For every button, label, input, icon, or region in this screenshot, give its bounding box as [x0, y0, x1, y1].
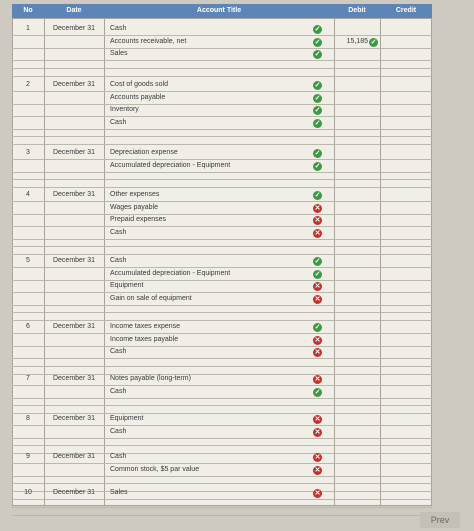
check-icon: ✓ [314, 324, 321, 331]
account-title-select[interactable]: Sales [110, 489, 128, 496]
check-icon: ✓ [314, 258, 321, 265]
account-title-select[interactable]: Cash [110, 118, 127, 126]
row-divider [12, 172, 432, 173]
entry-number: 5 [26, 257, 30, 264]
row-divider [12, 104, 432, 105]
account-title-select[interactable]: Cash [110, 25, 127, 32]
account-title-select[interactable]: Sales [110, 50, 128, 57]
account-title-select[interactable]: Prepaid expenses [110, 216, 167, 223]
row-divider [12, 136, 432, 137]
check-icon: ✓ [370, 38, 377, 46]
row-divider [12, 515, 432, 516]
row-divider [12, 312, 432, 313]
check-icon: ✓ [314, 38, 321, 46]
check-icon: ✓ [314, 388, 321, 396]
account-title-select[interactable]: Cash [110, 348, 127, 355]
account-title-select[interactable]: Equipment [110, 415, 144, 422]
row-divider [12, 385, 432, 386]
account-title-select[interactable]: Common stock, $5 par value [110, 465, 200, 473]
row-divider [12, 305, 432, 306]
check-icon: ✓ [314, 162, 321, 170]
x-icon: ✕ [314, 466, 321, 474]
row-divider [12, 476, 432, 477]
x-icon: ✕ [314, 204, 321, 212]
row-divider [12, 187, 432, 188]
entry-date-select[interactable]: December 31 [52, 453, 96, 460]
entry-number: 2 [26, 81, 30, 88]
row-divider [12, 405, 432, 406]
account-title-select[interactable]: Cash [110, 228, 127, 236]
row-divider [12, 358, 432, 359]
row-divider [12, 292, 432, 293]
row-divider [12, 507, 432, 508]
header-date: Date [44, 4, 104, 18]
row-divider [12, 425, 432, 426]
row-divider [12, 48, 432, 49]
row-divider [12, 438, 432, 439]
x-icon: ✕ [314, 490, 321, 497]
header-no: No [12, 4, 44, 18]
account-title-select[interactable]: Cash [110, 257, 127, 264]
row-divider [12, 398, 432, 399]
check-icon: ✓ [314, 82, 321, 89]
entry-number: 4 [26, 191, 30, 198]
row-divider [12, 179, 432, 180]
account-title-select[interactable]: Inventory [110, 106, 139, 113]
entry-number: 9 [26, 453, 30, 460]
account-title-select[interactable]: Income taxes payable [110, 335, 179, 343]
check-icon: ✓ [314, 119, 321, 127]
row-divider [12, 91, 432, 92]
row-divider [12, 35, 432, 36]
check-icon: ✓ [314, 150, 321, 157]
account-title-select[interactable]: Other expenses [110, 191, 160, 198]
account-title-select[interactable]: Cash [110, 387, 127, 395]
account-title-select[interactable]: Equipment [110, 282, 144, 289]
row-divider [12, 499, 432, 500]
row-divider [12, 116, 432, 117]
entry-number: 10 [24, 489, 32, 496]
entry-date-select[interactable]: December 31 [52, 149, 96, 156]
account-title-select[interactable]: Notes payable (long-term) [110, 375, 191, 382]
row-divider [12, 463, 432, 464]
prev-button[interactable]: Prev [420, 512, 460, 528]
check-icon: ✓ [314, 107, 321, 114]
row-divider [12, 68, 432, 69]
check-icon: ✓ [314, 51, 321, 58]
header-credit: Credit [380, 4, 432, 18]
x-icon: ✕ [314, 283, 321, 290]
check-icon: ✓ [314, 26, 321, 33]
account-title-select[interactable]: Gain on sale of equipment [110, 294, 192, 302]
check-icon: ✓ [314, 192, 321, 199]
row-divider [12, 333, 432, 334]
account-title-select[interactable]: Accumulated depreciation - Equipment [110, 269, 231, 277]
x-icon: ✕ [314, 217, 321, 224]
entry-number: 3 [26, 149, 30, 156]
entry-number: 1 [26, 25, 30, 32]
account-title-select[interactable]: Depreciation expense [110, 149, 178, 156]
row-divider [12, 239, 432, 240]
row-divider [12, 76, 432, 77]
row-divider [12, 346, 432, 347]
row-divider [12, 144, 432, 145]
entry-number: 6 [26, 323, 30, 330]
entry-date-select[interactable]: December 31 [52, 375, 96, 382]
account-title-select[interactable]: Income taxes expense [110, 323, 181, 330]
check-icon: ✓ [314, 94, 321, 102]
x-icon: ✕ [314, 349, 321, 356]
check-icon: ✓ [314, 270, 321, 278]
header-debit: Debit [334, 4, 380, 18]
entry-number: 8 [26, 415, 30, 422]
account-title-select[interactable]: Accumulated depreciation - Equipment [110, 161, 231, 169]
entry-date-select[interactable]: December 31 [52, 25, 96, 32]
x-icon: ✕ [314, 229, 321, 237]
entry-date-select[interactable]: December 31 [52, 489, 96, 496]
row-divider [12, 60, 432, 61]
account-title-select[interactable]: Cash [110, 453, 127, 460]
entry-date-select[interactable]: December 31 [52, 415, 96, 422]
row-divider [12, 280, 432, 281]
entry-date-select[interactable]: December 31 [52, 257, 96, 264]
account-title-select[interactable]: Accounts receivable, net [110, 37, 187, 45]
account-title-select[interactable]: Cost of goods sold [110, 81, 168, 88]
row-divider [12, 226, 432, 227]
header-account-title: Account Title [104, 4, 334, 18]
entry-date-select[interactable]: December 31 [52, 81, 96, 88]
row-divider [12, 320, 432, 321]
entry-date-select[interactable]: December 31 [52, 323, 96, 330]
x-icon: ✕ [314, 454, 321, 461]
x-icon: ✕ [314, 428, 321, 436]
debit-input[interactable]: 15,185 [346, 37, 368, 45]
row-divider [12, 246, 432, 247]
x-icon: ✕ [314, 295, 321, 303]
account-title-select[interactable]: Cash [110, 427, 127, 435]
entry-number: 7 [26, 375, 30, 382]
row-divider [12, 483, 432, 484]
row-divider [12, 129, 432, 130]
row-divider [12, 366, 432, 367]
row-divider [12, 254, 432, 255]
row-divider [12, 201, 432, 202]
row-divider [12, 214, 432, 215]
x-icon: ✕ [314, 336, 321, 344]
entry-date-select[interactable]: December 31 [52, 191, 96, 198]
x-icon: ✕ [314, 376, 321, 383]
account-title-select[interactable]: Wages payable [110, 203, 158, 211]
account-title-select[interactable]: Accounts payable [110, 93, 166, 101]
row-divider [12, 445, 432, 446]
x-icon: ✕ [314, 416, 321, 423]
